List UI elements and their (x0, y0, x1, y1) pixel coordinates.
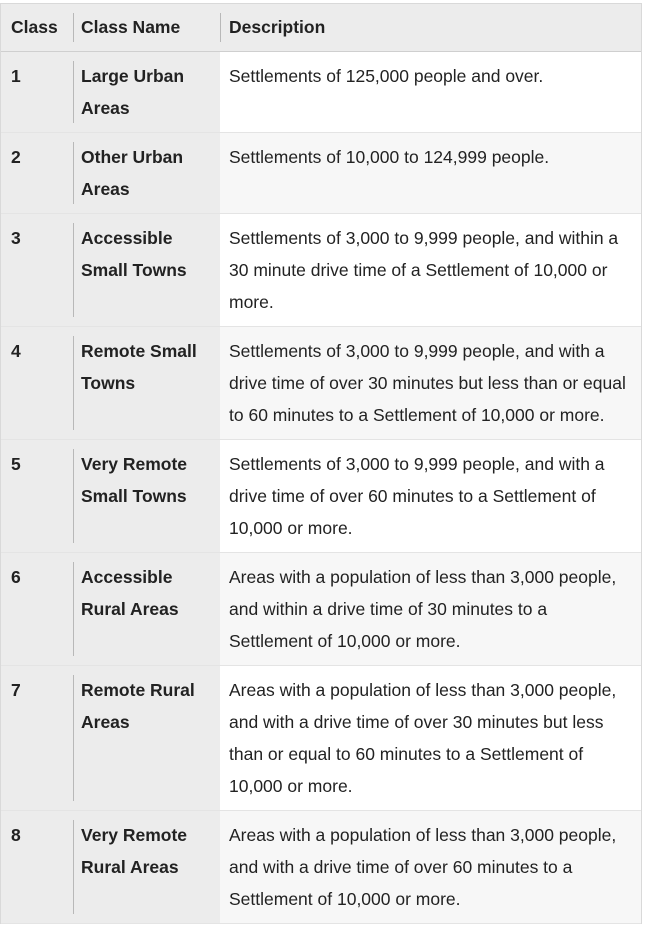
class-name: Very Remote Rural Areas (81, 825, 188, 877)
class-description: Areas with a population of less than 3,000 people, and within a drive time of 30 minutes to a Settlement of 10,000 or more. (220, 553, 641, 665)
class-number: 8 (1, 811, 73, 923)
class-number: 5 (1, 440, 73, 552)
class-number: 7 (1, 666, 73, 810)
class-name-cell (73, 811, 220, 923)
column-divider (73, 61, 74, 123)
classification-table (0, 3, 642, 924)
column-divider (220, 13, 221, 42)
class-description: Areas with a population of less than 3,000 people, and with a drive time of over 30 minutes but less than or equal to 60 minutes to a Settlement of 10,000 or more. (220, 666, 641, 810)
class-number: 4 (1, 327, 73, 439)
class-description: Settlements of 10,000 to 124,999 people. (220, 133, 641, 213)
header-class-name-label: Class Name (81, 17, 181, 37)
class-description: Settlements of 3,000 to 9,999 people, and within a 30 minute drive time of a Settlement of 10,000 or more. (220, 214, 641, 326)
class-name: Accessible Small Towns (81, 228, 187, 280)
header-description-label: Description (229, 17, 326, 37)
class-name: Accessible Rural Areas (81, 567, 179, 619)
class-name-cell (73, 666, 220, 810)
class-description: Settlements of 3,000 to 9,999 people, and with a drive time of over 60 minutes to a Settlement of 10,000 or more. (220, 440, 641, 552)
column-divider (73, 223, 74, 317)
header-description (220, 4, 641, 51)
table-row (1, 133, 641, 214)
class-description: Settlements of 3,000 to 9,999 people, and with a drive time of over 30 minutes but less than or equal to 60 minutes to a Settlement of 10,000 or more. (220, 327, 641, 439)
header-class: Class (1, 4, 73, 51)
column-divider (73, 13, 74, 42)
class-name: Very Remote Small Towns (81, 454, 188, 506)
column-divider (73, 675, 74, 801)
class-name-cell (73, 553, 220, 665)
table-row (1, 811, 641, 924)
table-row (1, 327, 641, 440)
table-row (1, 666, 641, 811)
header-class-name (73, 4, 220, 51)
class-name-cell (73, 133, 220, 213)
class-number: 2 (1, 133, 73, 213)
column-divider (73, 562, 74, 656)
class-name: Other Urban Areas (81, 147, 184, 199)
class-number: 1 (1, 52, 73, 132)
table-row (1, 553, 641, 666)
table-row (1, 440, 641, 553)
column-divider (73, 820, 74, 914)
column-divider (73, 142, 74, 204)
class-name-cell (73, 214, 220, 326)
class-number: 6 (1, 553, 73, 665)
class-name: Large Urban Areas (81, 66, 185, 118)
table-row (1, 214, 641, 327)
class-name-cell (73, 52, 220, 132)
class-description: Areas with a population of less than 3,000 people, and with a drive time of over 60 minutes to a Settlement of 10,000 or more. (220, 811, 641, 923)
class-name: Remote Rural Areas (81, 680, 195, 732)
class-name-cell (73, 440, 220, 552)
class-name-cell (73, 327, 220, 439)
class-number: 3 (1, 214, 73, 326)
table-header-row (1, 4, 641, 52)
class-name: Remote Small Towns (81, 341, 197, 393)
class-description: Settlements of 125,000 people and over. (220, 52, 641, 132)
table-row (1, 52, 641, 133)
column-divider (73, 449, 74, 543)
column-divider (73, 336, 74, 430)
